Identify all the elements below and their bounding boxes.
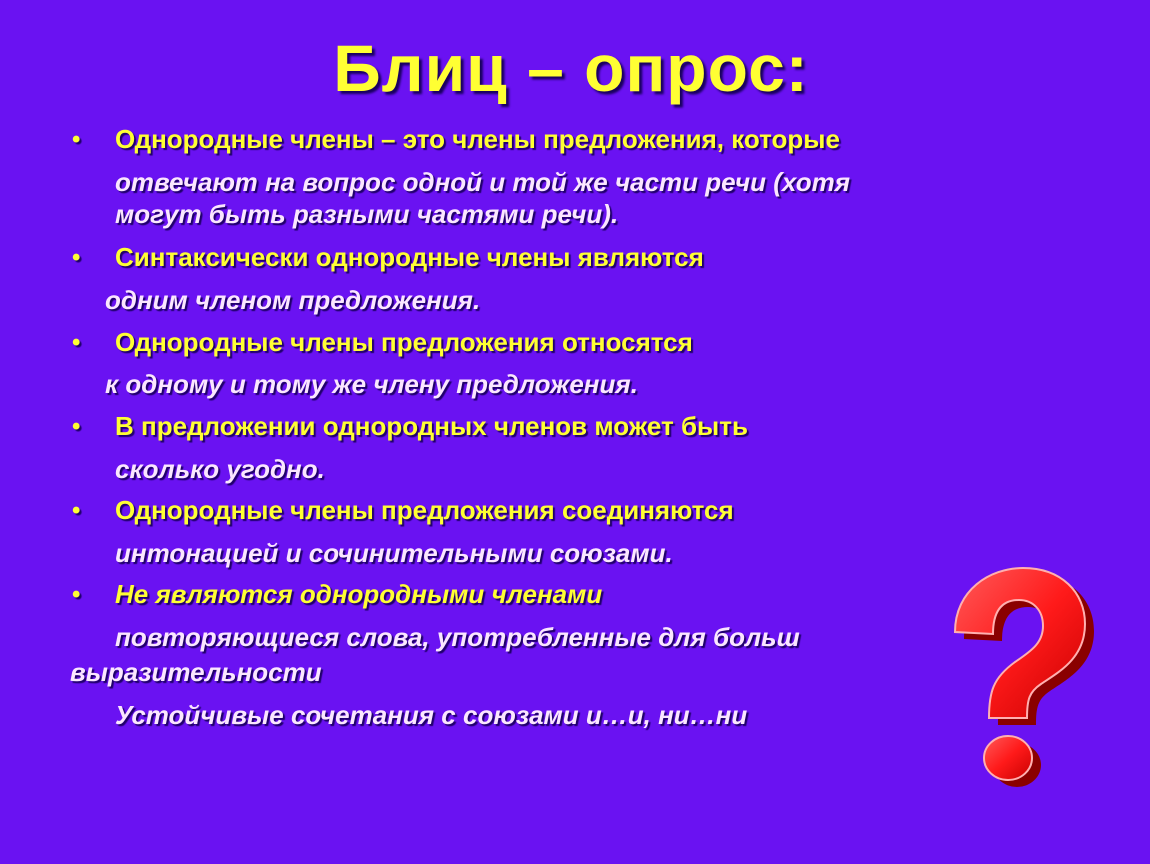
item-5-line-1: Однородные члены предложения соединяются [115, 495, 734, 525]
bullet-6: • [72, 581, 81, 608]
item-6-line-4: Устойчивые сочетания с союзами и…и, ни…ни [115, 700, 748, 730]
bullet-5: • [72, 497, 81, 524]
item-6-line-1: Не являются однородными членами [115, 579, 603, 609]
item-2-line-1: Синтаксически однородные члены являются [115, 242, 704, 272]
bullet-3: • [72, 329, 81, 356]
item-5-line-2: интонацией и сочинительными союзами. [115, 538, 673, 568]
item-6-line-2: повторяющиеся слова, употребленные для больш [115, 622, 800, 652]
item-3-line-1: Однородные члены предложения относятся [115, 327, 693, 357]
item-3-line-2: к одному и тому же члену предложения. [105, 369, 638, 399]
item-2-line-2: одним членом предложения. [105, 285, 481, 315]
item-1-line-1: Однородные члены – это члены предложения, которые [115, 124, 840, 154]
bullet-1: • [72, 126, 81, 153]
bullet-2: • [72, 244, 81, 271]
question-mark-icon [935, 560, 1095, 800]
slide-title: Блиц – опрос: [333, 31, 809, 105]
item-6-line-3: выразительности [70, 657, 322, 687]
item-4-line-1: В предложении однородных членов может быть [115, 411, 748, 441]
item-1-line-3: могут быть разными частями речи). [115, 199, 619, 229]
item-1-line-2: отвечают на вопрос одной и той же части речи (хотя [115, 167, 851, 197]
bullet-4: • [72, 413, 81, 440]
item-4-line-2: сколько угодно. [115, 454, 325, 484]
